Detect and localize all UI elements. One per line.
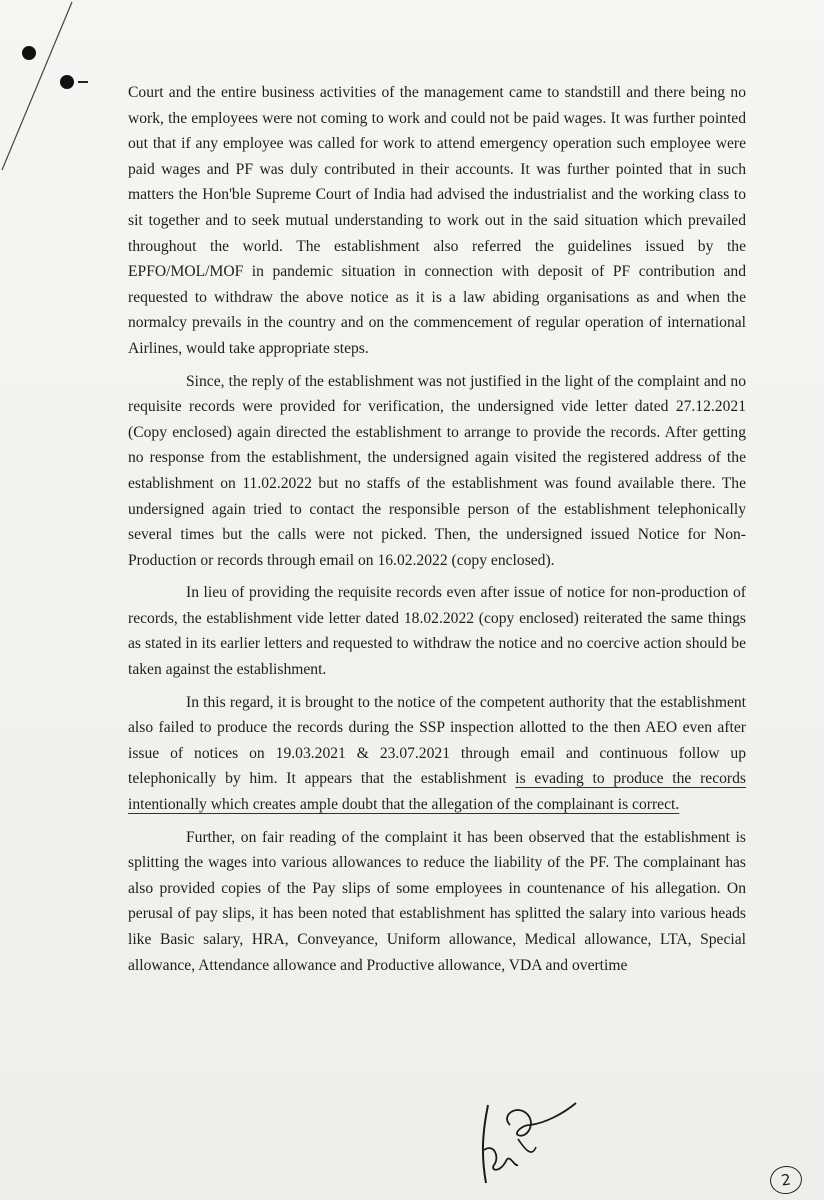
paragraph-5: Further, on fair reading of the complaint it has been observed that the establishment is splitting the wages into various allowances to reduce the liability of the PF. The complainant has also provided copies of the Pay slips of some employees in countenance of his allegation. On perusal of pay slips, it has been noted that establishment has splitted the salary into various heads like Basic salary, HRA, Conveyance, Uniform allowance, Medical allowance, LTA, Special allowance, Attendance allowance and Productive allowance, VDA and overtime [128, 828, 746, 974]
paragraph-4-text: In this regard, it is brought to the notice of the competent authority that the establishment also failed to produce the records during the SSP inspection allotted to the then AEO even after issue of notices on 19.03.2021 & 23.07.2021 through email and continuous follow up telephonically by him. It appears that the establishment [128, 693, 746, 788]
margin-pen-stroke [0, 0, 90, 200]
underlined-passage: is evading to produce the records intentionally which creates ample doubt that the allegation of the complainant is correct. [128, 770, 746, 814]
paragraph-1: Court and the entire business activities of the management came to standstill and there being no work, the employees were not coming to work and could not be paid wages. It was further pointed out that if any employee was called for work to attend emergency operation such employee were paid wages and PF was duly contributed in their accounts. It was further pointed that in such matters the Hon'ble Supreme Court of India had advised the industrialist and the working class to sit together and to seek mutual understanding to work out in the said situation which prevailed throughout the world. The establishment also referred the guidelines issued by the EPFO/MOL/MOF in pandemic situation in connection with deposit of PF contribution and requested to withdraw the above notice as it is a law abiding organisations as and when the normalcy prevails in the country and on the commencement of regular operation of international Airlines, would take appropriate steps. [128, 84, 746, 357]
paragraph-2: Since, the reply of the establishment was not justified in the light of the complaint and no requisite records were provided for verification, the undersigned vide letter dated 27.12.2021 (Copy enclosed) again directed the establishment to arrange to provide the records. After getting no response from the establishment, the undersigned again visited the registered address of the establishment on 11.02.2022 but no staffs of the establishment was found available there. The undersigned again tried to contact the responsible person of the establishment telephonically several times but the calls were not picked. Then, the undersigned issued Notice for Non-Production or records through email on 16.02.2022 (copy enclosed). [128, 372, 746, 569]
document-body [128, 80, 746, 985]
paragraph-4 [128, 690, 746, 818]
punch-hole-mark [60, 75, 74, 89]
page-number: 2 [768, 1164, 804, 1196]
handwritten-signature [470, 1095, 590, 1190]
punch-hole-mark [22, 46, 36, 60]
paragraph-3: In lieu of providing the requisite records even after issue of notice for non-production of records, the establishment vide letter dated 18.02.2022 (copy enclosed) reiterated the same things as stated in its earlier letters and requested to withdraw the notice and no coercive action should be taken against the establishment. [128, 584, 746, 679]
dash-mark [78, 81, 88, 83]
